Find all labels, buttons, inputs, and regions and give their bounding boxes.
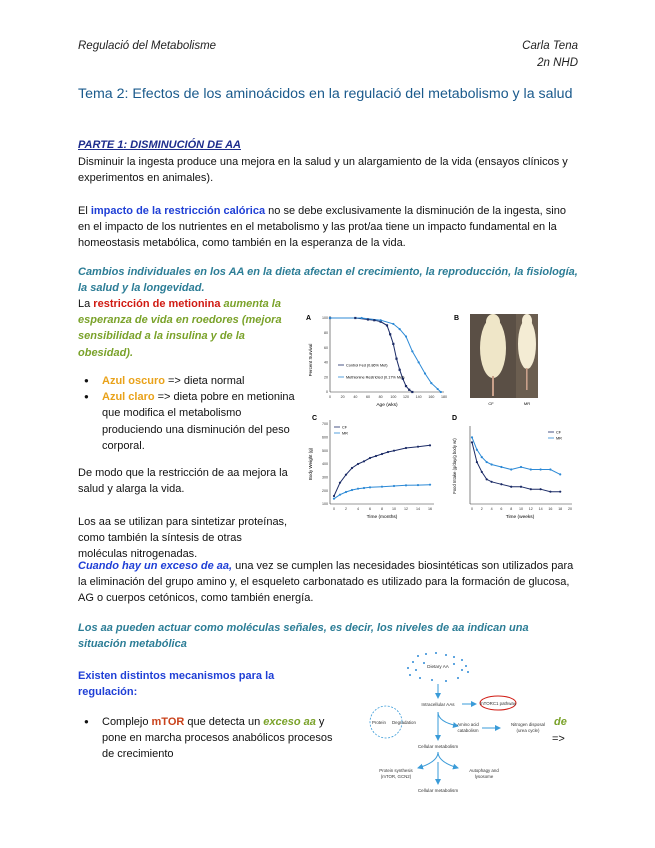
- a-ylabel: Percent Survival: [308, 343, 313, 377]
- tick-label: 14: [538, 507, 543, 511]
- diagram-bottom-right1: Autophagy and: [469, 768, 499, 773]
- diagram-bottom-left2: (mTOR, GCN2): [380, 774, 412, 779]
- weight-point: [417, 446, 419, 448]
- survival-point: [399, 328, 401, 330]
- excess-paragraph: [78, 558, 580, 607]
- tick-label: 60: [324, 345, 328, 350]
- text-run: una vez se cumplen las necesidades biosintéticas son utilizados para la eliminación del grupo amino y, el esqueleto carbonatado es utilizado para la formación de glucosa, AG o cuerpos cetónicos, como también energía.: [78, 560, 574, 605]
- aa-sensing-diagram: [358, 650, 554, 796]
- a-legend-control: Control Fed (0.86% Met): [346, 363, 388, 368]
- text-run: El: [78, 205, 91, 217]
- weight-point: [381, 453, 383, 455]
- tick-label: 100: [322, 502, 328, 507]
- panel-c-label: C: [312, 415, 318, 422]
- tick-label: 20: [340, 395, 345, 399]
- intake-point: [530, 468, 532, 470]
- weight-point: [393, 450, 395, 452]
- diagram-mid: Cellular metabolism: [417, 744, 459, 749]
- diagram-right2: catabolism: [457, 728, 479, 733]
- rat-photo-mr: [516, 314, 538, 398]
- weight-point: [381, 486, 383, 488]
- weight-point: [357, 488, 359, 490]
- diagram-left2: Degradation: [392, 720, 416, 725]
- weight-point: [429, 484, 431, 486]
- survival-point: [424, 372, 426, 374]
- series-mr: [472, 437, 560, 474]
- tick-label: 140: [415, 395, 422, 399]
- intake-point: [559, 491, 561, 493]
- text-run: => dieta pobre en metionina que modifica el metabolismo produciendo una disminución del peso corporal.: [102, 391, 295, 452]
- survival-point: [386, 324, 388, 326]
- survival-point: [380, 319, 382, 321]
- mechanisms-heading: Existen distintos mecanismos para la regulación:: [78, 670, 275, 699]
- survival-point: [367, 318, 369, 320]
- survival-point: [329, 317, 331, 319]
- intake-point: [500, 466, 502, 468]
- header-author: Carla Tena: [522, 40, 578, 52]
- survival-point: [418, 361, 420, 363]
- text-run: Los aa se utilizan para sintetizar proteínas, como también la síntesis de otras moléculas nitrogenadas.: [78, 516, 288, 561]
- weight-point: [333, 498, 335, 500]
- tick-label: 160: [428, 395, 435, 399]
- series-restricted: [330, 318, 441, 392]
- header-course: 2n NHD: [537, 57, 578, 69]
- a-xlabel: Age (wks): [376, 403, 398, 408]
- tick-label: 400: [322, 462, 328, 467]
- highlight-caloric: impacto de la restricción calórica: [90, 205, 266, 217]
- tick-label: 10: [392, 507, 396, 511]
- tick-label: 100: [322, 316, 328, 321]
- weight-point: [387, 451, 389, 453]
- list-item: [78, 373, 300, 389]
- tick-label: 6: [369, 507, 371, 511]
- survival-point: [361, 317, 363, 319]
- survival-point: [405, 385, 407, 387]
- highlight-mtor: mTOR: [151, 716, 185, 728]
- intake-point: [549, 491, 551, 493]
- text-run: y pone en marcha procesos anabólicos procesos de crecimiento: [102, 716, 333, 761]
- intake-point: [491, 481, 493, 483]
- label-light-blue: Azul claro: [102, 391, 155, 404]
- tick-label: 0: [326, 390, 328, 395]
- text-run: Complejo: [102, 716, 152, 728]
- diagram-red-node: mTORC1 pathway: [479, 701, 517, 706]
- mechanism-list: [78, 714, 346, 763]
- methionine-paragraph: [78, 296, 300, 361]
- list-item: [78, 714, 346, 763]
- weight-point: [357, 463, 359, 465]
- survival-point: [430, 382, 432, 384]
- panel-d-label: D: [452, 415, 458, 422]
- survival-point: [440, 391, 442, 393]
- diagram-center: Intracellular AAs: [421, 702, 455, 707]
- intake-point: [520, 466, 522, 468]
- intake-point: [520, 486, 522, 488]
- c-legend-mr: MR: [342, 431, 348, 436]
- cut-text-de: de: [554, 716, 567, 728]
- highlight-methionine: restricción de metionina: [93, 298, 221, 310]
- survival-point: [399, 369, 401, 371]
- tick-label: 180: [441, 395, 447, 399]
- intake-point: [491, 463, 493, 465]
- weight-point: [369, 486, 371, 488]
- tick-label: 18: [558, 507, 563, 511]
- survival-point: [395, 358, 397, 360]
- series-cf: [472, 442, 560, 491]
- subheading-signals: Los aa pueden actuar como moléculas señales, es decir, los niveles de aa indican una situación metabólica: [78, 622, 529, 651]
- tick-label: 14: [416, 507, 420, 511]
- intake-point: [481, 456, 483, 458]
- weight-point: [429, 444, 431, 446]
- diagram-bottom-left1: Protein synthesis: [379, 768, 413, 773]
- intake-point: [540, 468, 542, 470]
- tick-label: 40: [353, 395, 358, 399]
- b-label-cf: CF: [488, 401, 494, 406]
- survival-point: [437, 388, 439, 390]
- caloric-paragraph: [78, 203, 580, 252]
- tick-label: 60: [366, 395, 370, 399]
- tick-label: 100: [390, 395, 397, 399]
- tick-label: 80: [378, 395, 383, 399]
- tick-label: 700: [322, 422, 328, 427]
- intake-point: [471, 441, 473, 443]
- tick-label: 300: [322, 475, 328, 480]
- tick-label: 0: [333, 507, 335, 511]
- intake-point: [481, 471, 483, 473]
- intake-point: [530, 488, 532, 490]
- tick-label: 12: [528, 507, 533, 511]
- tick-label: 120: [403, 395, 409, 399]
- subheading-changes: Cambios individuales en los AA en la dieta afectan el crecimiento, la reproducción, la fisiología, la salud y la longevidad.: [78, 266, 578, 295]
- section-heading: PARTE 1: DISMINUCIÓN DE AA: [78, 139, 241, 151]
- tick-label: 8: [381, 507, 383, 511]
- survival-point: [373, 319, 375, 321]
- highlight-excess-aa: exceso aa: [263, 716, 316, 728]
- tick-label: 20: [324, 375, 328, 380]
- diagram-far-right2: (urea cycle): [516, 728, 540, 733]
- tick-label: 2: [345, 507, 347, 511]
- text-run: que detecta un: [184, 716, 264, 728]
- tick-label: 12: [404, 507, 408, 511]
- weight-point: [375, 455, 377, 457]
- intake-point: [486, 478, 488, 480]
- weight-point: [339, 494, 341, 496]
- methionine-figure: [304, 308, 580, 522]
- tick-label: 80: [324, 331, 328, 335]
- panel-a-label: A: [306, 315, 312, 322]
- survival-point: [405, 335, 407, 337]
- list-item: [78, 389, 300, 454]
- weight-point: [417, 484, 419, 486]
- text-run: La: [78, 298, 94, 310]
- survival-point: [392, 343, 394, 345]
- panel-a-chart: [308, 316, 447, 408]
- panel-c-chart: [308, 420, 434, 520]
- tick-label: 16: [548, 507, 553, 511]
- survival-point: [411, 350, 413, 352]
- diagram-top: Dietary AA: [427, 664, 449, 669]
- intake-point: [559, 473, 561, 475]
- diet-list: [78, 373, 300, 454]
- intake-point: [510, 486, 512, 488]
- cut-text-arrow: =>: [552, 733, 565, 745]
- intake-point: [549, 468, 551, 470]
- intake-point: [510, 468, 512, 470]
- panel-d-chart: [452, 426, 572, 520]
- weight-point: [351, 489, 353, 491]
- weight-point: [405, 447, 407, 449]
- c-xlabel: Time (months): [366, 515, 398, 520]
- weight-point: [351, 467, 353, 469]
- tick-label: 40: [324, 360, 328, 365]
- tick-label: 0: [471, 507, 473, 511]
- weight-point: [405, 484, 407, 486]
- survival-point: [411, 391, 413, 393]
- synthesis-paragraph: [78, 514, 288, 563]
- d-xlabel: Time (weeks): [505, 515, 535, 520]
- d-ylabel: Food Intake (g/day/g body wt): [452, 438, 457, 494]
- survival-point: [392, 323, 394, 325]
- highlight-lifespan: aumenta la esperanza de vida en roedores (mejora sensibilidad a la insulina y de la obesidad).: [78, 298, 282, 359]
- diagram-left1: Protein: [372, 720, 386, 725]
- diagram-right1: Amino acid: [457, 722, 479, 727]
- survival-point: [389, 333, 391, 335]
- tick-label: 8: [510, 507, 513, 511]
- tick-label: 2: [480, 507, 483, 511]
- tick-label: 500: [322, 448, 328, 453]
- c-ylabel: Body Weight (g): [308, 447, 313, 481]
- weight-point: [333, 495, 335, 497]
- c-legend-cf: CF: [342, 425, 348, 430]
- tick-label: 4: [357, 507, 359, 511]
- text-run: no se debe exclusivamente la disminución de la ingesta, sino en el impacto de los nutrientes en el metabolismo y las prot/aa tiene un impacto fundamental en la homeostasis metabólica, como también en la esperanza de la vida.: [78, 205, 566, 250]
- highlight-excess: Cuando hay un exceso de aa,: [78, 560, 233, 572]
- tick-label: 4: [490, 507, 493, 511]
- a-legend-restricted: Methionine Restricted (0.17% Met): [346, 375, 405, 380]
- tick-label: 200: [322, 488, 328, 493]
- survival-point: [354, 317, 356, 319]
- weight-point: [345, 474, 347, 476]
- weight-point: [369, 457, 371, 459]
- page-title: Tema 2: Efectos de los aminoácidos en la regulació del metabolismo y la salud: [78, 86, 573, 102]
- header-subject: Regulació del Metabolisme: [78, 40, 217, 52]
- diagram-bottom: Cellular metabolism: [417, 788, 459, 793]
- intake-point: [540, 488, 542, 490]
- survival-point: [408, 389, 410, 391]
- tick-label: 6: [500, 507, 503, 511]
- tick-label: 0: [329, 395, 331, 399]
- tick-label: 20: [568, 507, 572, 511]
- b-label-mr: MR: [523, 401, 531, 406]
- tick-label: 600: [322, 435, 328, 440]
- intake-point: [486, 461, 488, 463]
- tick-label: 16: [428, 507, 432, 511]
- intake-point: [471, 436, 473, 438]
- intro-paragraph: Disminuir la ingesta produce una mejora en la salud y un alargamiento de la vida (ensayos clínicos y experimentos en animales).: [78, 156, 568, 185]
- intake-point: [500, 483, 502, 485]
- d-legend-mr: MR: [556, 436, 562, 441]
- d-legend-cf: CF: [556, 430, 562, 435]
- weight-point: [393, 485, 395, 487]
- weight-point: [363, 487, 365, 489]
- intake-point: [476, 461, 478, 463]
- tick-label: 10: [519, 507, 523, 511]
- rat-photo-cf: [470, 314, 516, 398]
- intake-point: [476, 449, 478, 451]
- weight-point: [339, 482, 341, 484]
- label-dark-blue: Azul oscuro: [102, 375, 165, 387]
- weight-point: [363, 460, 365, 462]
- diagram-bottom-right2: lysosome: [474, 774, 494, 779]
- conclusion-paragraph: De modo que la restricción de aa mejora la salud y alarga la vida.: [78, 467, 288, 496]
- weight-point: [345, 491, 347, 493]
- panel-b-label: B: [454, 315, 460, 322]
- diagram-far-right1: Nitrogen disposal: [511, 722, 545, 727]
- text-run: => dieta normal: [164, 375, 245, 387]
